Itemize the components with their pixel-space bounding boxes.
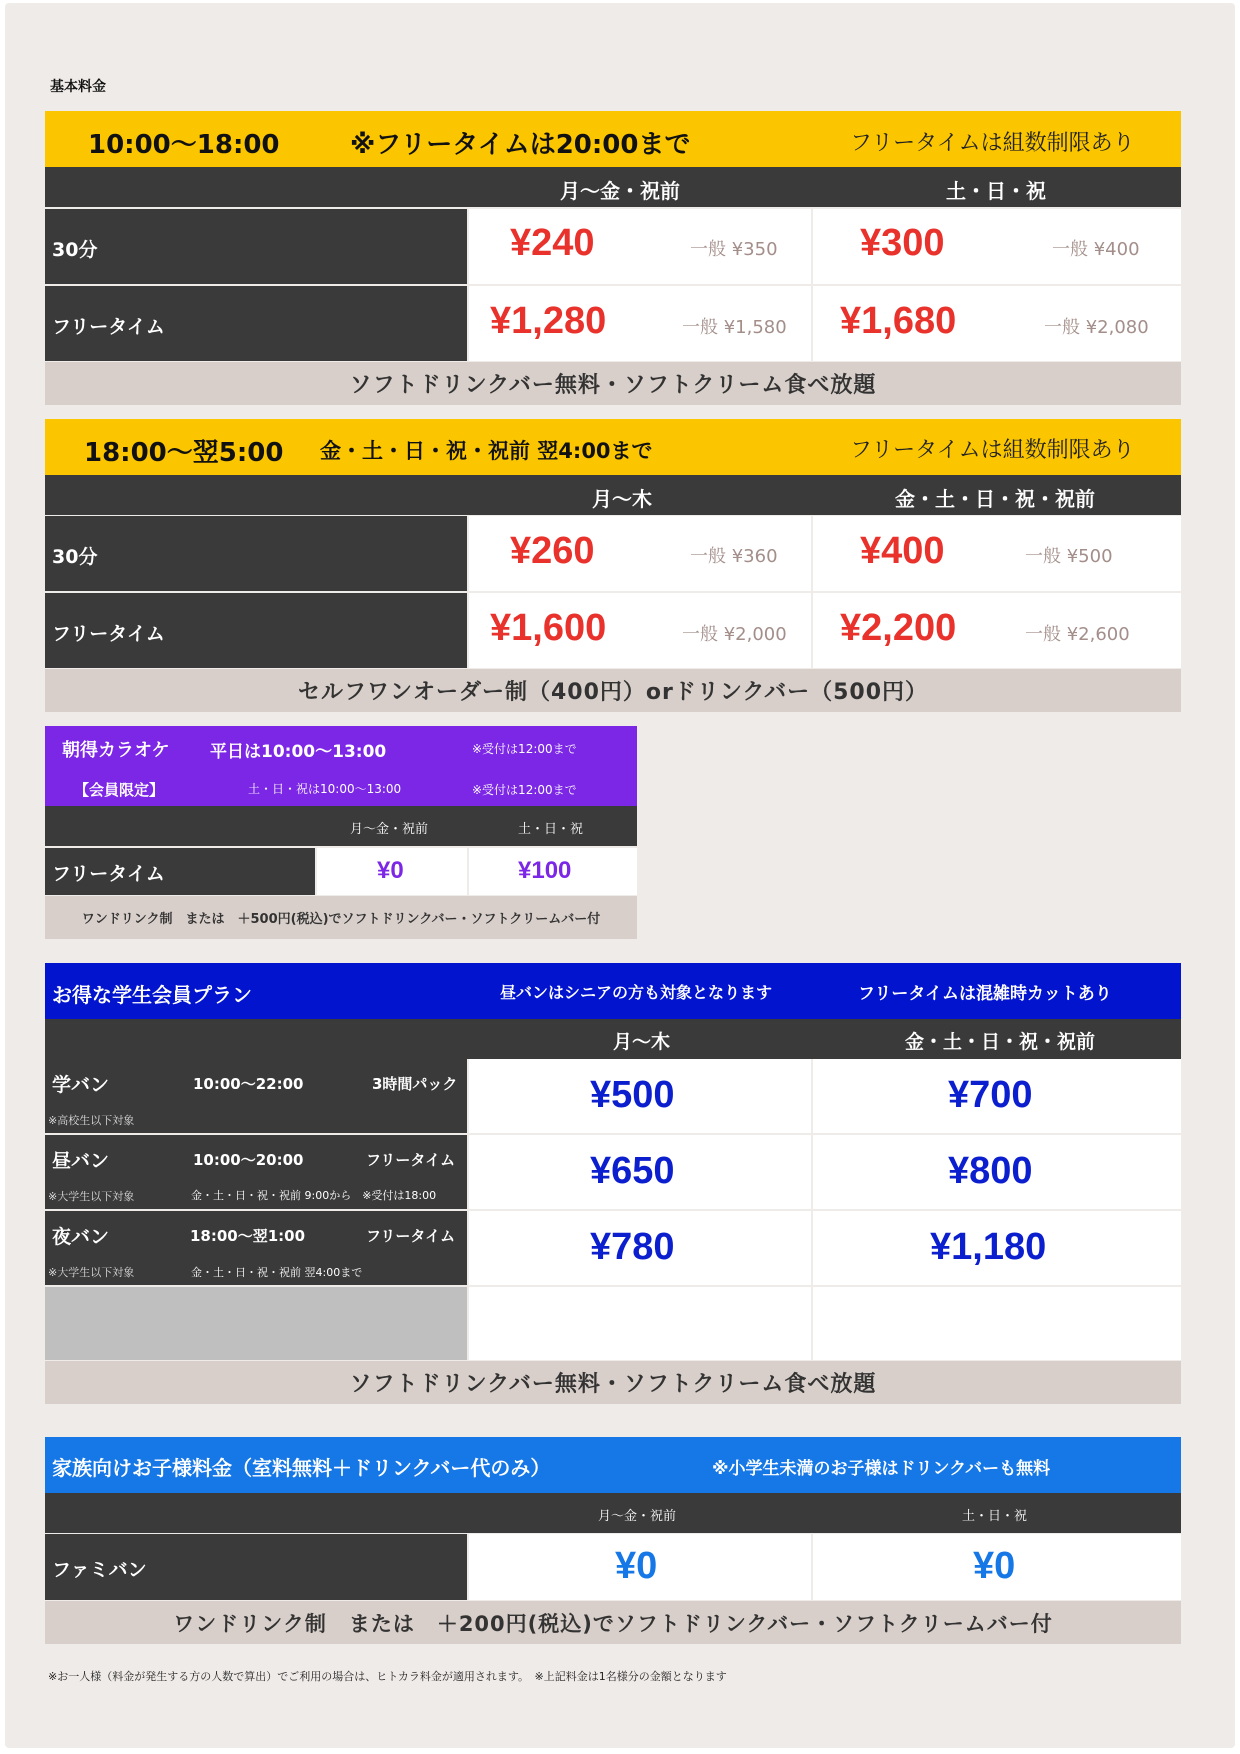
section-night-time: 18:00〜翌5:00 (84, 438, 284, 468)
row-label-text: フリータイム (52, 863, 165, 885)
plan-name: 昼バン (52, 1150, 110, 1172)
plan-name: 学バン (52, 1074, 110, 1096)
row-label-text: 30分 (52, 546, 98, 568)
row-label-30min (45, 209, 467, 284)
row-label-text: 30分 (52, 239, 98, 261)
col-weekend: 土・日・祝 (518, 822, 584, 837)
section-morning-accept: ※受付は12:00まで (472, 783, 577, 797)
plan-type: フリータイム (366, 1151, 456, 1169)
member-price: ¥1,600 (490, 607, 607, 649)
section-morning-weekday: 平日は10:00〜13:00 (210, 742, 387, 762)
section-daytime-time: 10:00〜18:00 (88, 130, 280, 160)
section-family-note: ※小学生未満のお子様はドリンクバーも無料 (712, 1459, 1051, 1479)
general-price: 一般 ¥350 (690, 239, 778, 260)
section-morning-weekend: 土・日・祝は10:00〜13:00 (248, 782, 402, 796)
col-weekend: 土・日・祝 (946, 179, 1046, 203)
col-weekday: 月〜金・祝前 (560, 179, 680, 203)
general-price: 一般 ¥2,080 (1044, 317, 1149, 338)
member-price: ¥700 (948, 1074, 1033, 1116)
section-morning-title: 朝得カラオケ (62, 740, 170, 761)
row-label-text: フリータイム (52, 316, 165, 338)
empty-label-cell (45, 1287, 467, 1360)
col-weekday: 月〜木 (592, 487, 652, 511)
member-price: ¥240 (510, 222, 595, 264)
general-price: 一般 ¥1,580 (682, 317, 787, 338)
empty-price-cell (813, 1287, 1181, 1360)
member-price: ¥2,200 (840, 607, 957, 649)
general-price: 一般 ¥400 (1052, 239, 1140, 260)
member-price: ¥1,280 (490, 300, 607, 342)
section-daytime-note: ※フリータイムは20:00まで (350, 130, 691, 160)
plan-time: 18:00〜翌1:00 (190, 1227, 306, 1245)
col-weekday: 月〜金・祝前 (598, 1509, 677, 1524)
plan-target: ※大学生以下対象 (48, 1190, 135, 1203)
section-night-footer: セルフワンオーダー制（400円）orドリンクバー（500円） (45, 669, 1181, 712)
member-price: ¥500 (590, 1074, 675, 1116)
section-morning-footer: ワンドリンク制 または ＋500円(税込)でソフトドリンクバー・ソフトクリームバー付 (45, 896, 637, 939)
section-daytime-limit: フリータイムは組数制限あり (850, 131, 1135, 156)
section-night-note: 金・土・日・祝・祝前 翌4:00まで (320, 439, 653, 463)
section-night-limit: フリータイムは組数制限あり (850, 438, 1135, 463)
section-student-note2: フリータイムは混雑時カットあり (858, 984, 1112, 1004)
plan-type: 3時間パック (372, 1075, 458, 1093)
member-price: ¥1,180 (930, 1226, 1047, 1268)
member-price: ¥800 (948, 1150, 1033, 1192)
row-label-30min (45, 516, 467, 591)
section-student-footer: ソフトドリンクバー無料・ソフトクリーム食べ放題 (45, 1361, 1181, 1404)
col-weekday: 月〜木 (613, 1031, 671, 1053)
general-price: 一般 ¥360 (690, 546, 778, 567)
section-family-title: 家族向けお子様料金（室料無料＋ドリンクバー代のみ） (52, 1456, 551, 1480)
member-price: ¥400 (860, 530, 945, 572)
member-price: ¥650 (590, 1150, 675, 1192)
general-price: 一般 ¥2,000 (682, 624, 787, 645)
plan-type: フリータイム (366, 1227, 456, 1245)
bottom-note: ※お一人様（料金が発生する方の人数で算出）でご利用の場合は、ヒトカラ料金が適用されます。 ※上記料金は1名様分の金額となります (48, 1670, 727, 1683)
section-morning-accept: ※受付は12:00まで (472, 742, 577, 756)
plan-time: 10:00〜20:00 (193, 1151, 304, 1169)
col-weekend: 土・日・祝 (962, 1509, 1028, 1524)
general-price: 一般 ¥500 (1025, 546, 1113, 567)
section-family-footer: ワンドリンク制 または ＋200円(税込)でソフトドリンクバー・ソフトクリームバー付 (45, 1601, 1181, 1644)
page-title: 基本料金 (50, 79, 106, 95)
section-student-note1: 昼バンはシニアの方も対象となります (500, 983, 773, 1002)
member-price: ¥0 (973, 1545, 1016, 1587)
member-price: ¥0 (615, 1545, 658, 1587)
empty-price-cell (469, 1287, 811, 1360)
col-weekday: 月〜金・祝前 (350, 822, 429, 837)
plan-name: 夜バン (52, 1226, 110, 1248)
plan-time: 10:00〜22:00 (193, 1075, 304, 1093)
member-price: ¥1,680 (840, 300, 957, 342)
row-label-text: フリータイム (52, 623, 165, 645)
members-only-badge: 【会員限定】 (74, 781, 165, 799)
member-price: ¥300 (860, 222, 945, 264)
col-weekend: 金・土・日・祝・祝前 (905, 1031, 1096, 1053)
plan-extra: 金・土・日・祝・祝前 翌4:00まで (191, 1266, 363, 1279)
member-price: ¥260 (510, 530, 595, 572)
col-weekend: 金・土・日・祝・祝前 (895, 487, 1095, 511)
member-price: ¥0 (377, 857, 404, 884)
plan-extra: 金・土・日・祝・祝前 9:00から ※受付は18:00 (191, 1189, 437, 1202)
plan-target: ※大学生以下対象 (48, 1266, 135, 1279)
member-price: ¥100 (518, 857, 572, 884)
general-price: 一般 ¥2,600 (1025, 624, 1130, 645)
section-student-title: お得な学生会員プラン (52, 983, 252, 1007)
row-label-text: ファミバン (52, 1559, 147, 1581)
member-price: ¥780 (590, 1226, 675, 1268)
plan-target: ※高校生以下対象 (48, 1114, 135, 1127)
section-daytime-footer: ソフトドリンクバー無料・ソフトクリーム食べ放題 (45, 362, 1181, 405)
